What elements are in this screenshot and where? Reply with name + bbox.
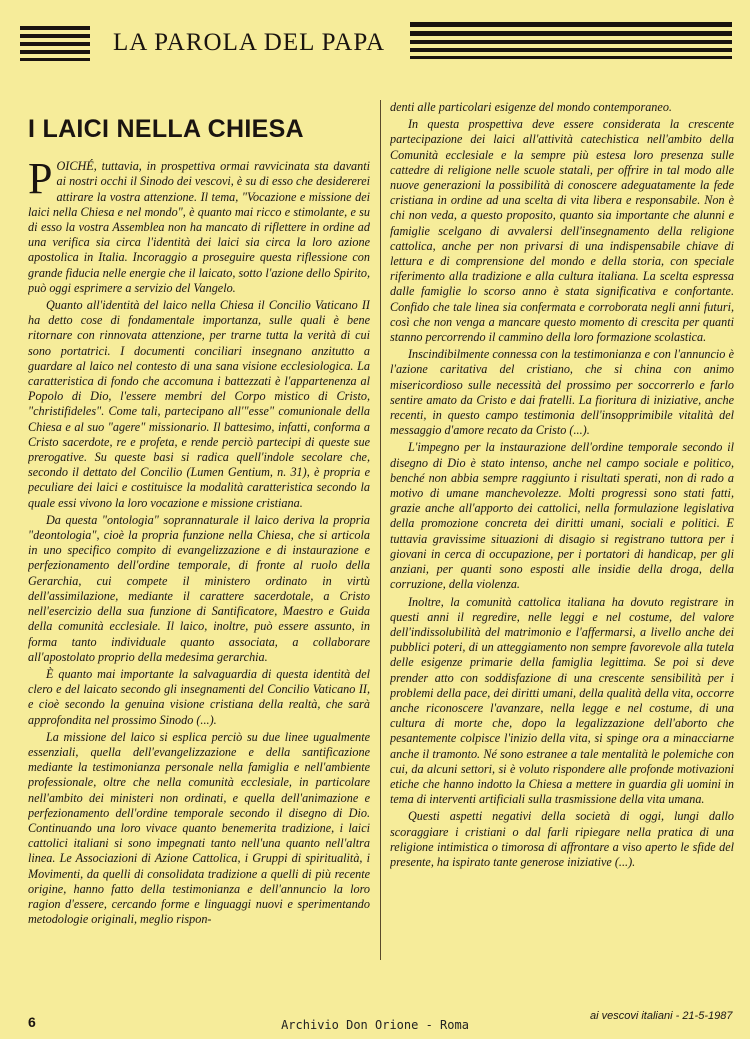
left-column	[28, 108, 370, 989]
article-paragraph: POICHÉ, tuttavia, in prospettiva ormai ravvicinata sta davanti ai nostri occhi il Sinodo dei vescovi, è su di esso che desidererei attirare la vostra attenzione. Il tema, "Vocazione e missione dei laici nella Chiesa e nel mondo", è quanto mai ricco e stimolante, e su di esso la vostra Assemblea non ha mancato di riflettere in ordine ad una verifica sia circa l'identità dei laici sia circa la loro azione apostolica in Italia. Incoraggio a proseguire questa riflessione con grande fiducia nelle energie che il laicato, sotto l'azione dello Spirito, può oggi esprimere a servizio del Vangelo.	[28, 154, 370, 295]
header-stripes-right	[410, 22, 732, 66]
article-paragraph: Da questa "ontologia" soprannaturale il laico deriva la propria "deontologia", cioè la propria funzione nella Chiesa, che si articola in uno specifico compito di evangelizzazione e di instaurazione e perfezionamento dell'ordine temporale, di fronte al ruolo della Gerarchia, cui compete il ministero ordinato in virtù dell'assimilazione, mediante il carattere sacerdotale, a Cristo nell'esercizio della sua funzione di Santificatore, Maestro e Guida della comunità ecclesiale. Il laico, inoltre, può essere assunto, in forma tanto individuale quanto associata, a collaborare all'apostolato proprio della medesima gerarchia.	[28, 512, 370, 664]
article-paragraph: Inoltre, la comunità cattolica italiana ha dovuto registrare in questi anni il regredire, nelle leggi e nel costume, del valore dell'indissolubilità del matrimonio e l'affermarsi, a livello anche dei pubblici poteri, di un atteggiamento non sempre favorevole alla tutela delle esigenze primarie della famiglia legittima. Se poi si deve prender atto con soddisfazione di una crescente sensibilità per i problemi della pace, dei diritti umani, della qualità della vita, occorre anche riconoscere l'avanzare, nella legge e nel costume, di una cultura di morte che, dopo la legalizzazione dell'aborto che pesantemente colpisce l'inizio della vita, si spinge ora a minacciarne anche il tramonto. Né sono estranee a tale mentalità le polemiche con cui, da alcuni settori, si è voluto rispondere alle profonde motivazioni etiche che hanno indotto la Chiesa a mettere in guardia gli uomini in tema di interventi artificiali sulla trasmissione della vita umana.	[390, 594, 734, 807]
article-paragraph: Quanto all'identità del laico nella Chiesa il Concilio Vaticano II ha detto cose di fondamentale importanza, sulle quali è bene ritornare con rinnovata attenzione, per trarne tutta la verità di cui sono portatrici. I documenti conciliari insegnano anzitutto a guardare al laico nel contesto di una sana visione ecclesiologica. La caratteristica di fondo che accomuna i battezzati è l'appartenenza al Popolo di Dio, l'essere membri del Corpo mistico di Cristo, "christifideles". Come tali, partecipano all'"esse" comunionale della Chiesa e al suo "agere" missionario. Il battesimo, infatti, conforma a Cristo sacerdote, re e profeta, e rende perciò partecipi di queste sue prerogative. Su queste basi si radica quell'indole secolare che, secondo il dettato del Concilio (Lumen Gentium, n. 31), è propria e peculiare dei laici e costituisce la modalità caratteristica secondo la quale essi vivono la loro vocazione e missione cristiana.	[28, 298, 370, 510]
article-paragraph: Questi aspetti negativi della società di oggi, lungi dallo scoraggiare i cristiani o dal farli ripiegare nella pratica di una religione intimistica o timorosa di affrontare a viso aperto le sfide del presente, ha ispirato tante generose iniziative (...).	[390, 809, 734, 869]
column-divider	[380, 100, 381, 960]
article-paragraph: In questa prospettiva deve essere considerata la crescente partecipazione dei laici all'attività catechistica nell'ambito della Comunità ecclesiale e la sempre più estesa loro presenza sulle cattedre di religione nelle scuole statali, per offrire in tal modo alle nuove generazioni la possibilità di conoscere adeguatamente la fede cristiana in ordine ad una scelta di vita libera e responsabile. Non è chi non veda, a questo proposito, quanto sia importante che alunni e famiglie scelgano di avvalersi dell'insegnamento della religione cattolica, anche per non privarsi di una indispensabile chiave di lettura e di comprensione del mondo e della storia, con speciale riferimento alla tradizione e alla cultura italiana. La scelta espressa dalle famiglie lo scorso anno è stata significativa e confortante. Confido che tale linea sia confermata e corroborata negli anni futuri, così che non venga a mancare questo momento di crescita per quanti stanno percorrendo il cammino della loro formazione scolastica.	[390, 117, 734, 345]
article-title: I LAICI NELLA CHIESA	[28, 115, 304, 143]
drop-cap: P	[28, 154, 53, 204]
page-number: 6	[28, 1014, 36, 1030]
right-column	[390, 100, 734, 989]
article-paragraph: Inscindibilmente connessa con la testimonianza e con l'annuncio è l'azione caritativa del cristiano, che si china con animo misericordioso sulle necessità del prossimo per soccorrerlo e farlo sentire amato da Cristo e dai fratelli. La fioritura di iniziative, anche recenti, in questo campo testimonia dell'insopprimibile vitalità del messaggio d'amore recato da Cristo (...).	[390, 347, 734, 438]
article-paragraph: L'impegno per la instaurazione dell'ordine temporale secondo il disegno di Dio è stato intenso, anche nel campo sociale e politico, benché non abbia sempre raggiunto i risultati sperati, non di rado a motivo di umane manchevolezze. Molti progressi sono stati fatti, grazie anche all'apporto dei cattolici, nella formulazione legislativa della promozione concreta dei diritti umani, sociali e politici. E tuttavia gravissime situazioni di disagio si registrano tuttora per i giovani in cerca di occupazione, per i portatori di handicap, per gli anziani, per quanti sono esposti alle insidie della droga, della corruzione, della violenza.	[390, 440, 734, 592]
archive-label: Archivio Don Orione - Roma	[281, 1018, 469, 1032]
article-signature: ai vescovi italiani - 21-5-1987	[590, 1010, 733, 1022]
section-header: LA PAROLA DEL PAPA	[112, 29, 386, 56]
article-paragraph: denti alle particolari esigenze del mondo contemporaneo.	[390, 100, 672, 114]
article-paragraph: La missione del laico si esplica perciò su due linee ugualmente essenziali, quella dell'evangelizzazione e della santificazione mediante la testimonianza personale nella famiglia e nell'ambiente professionale, oltre che nella comunità ecclesiale, in particolare nell'ambito dei ministeri non ordinati, e quella dell'animazione e perfezionamento dell'ordine temporale secondo il disegno di Dio. Continuando una loro vivace quanto benemerita tradizione, i laici cattolici italiani si sono impegnati tanto nell'una quanto nell'altra linea. Le Associazioni di Azione Cattolica, i Gruppi di spiritualità, i Movimenti, da quelli di consolidata tradizione a quelli di più recente origine, hanno fatto della testimonianza e dell'annuncio la loro ragion d'essere, cercando forme e linguaggi nuovi e sperimentando metodologie originali, meglio rispon-	[28, 729, 370, 927]
article-paragraph: È quanto mai importante la salvaguardia di questa identità del clero e del laicato secondo gli insegnamenti del Concilio Vaticano II, e cioè secondo la genuina visione cristiana della realtà, che sarà approfondita nel prossimo Sinodo (...).	[28, 666, 370, 727]
header-stripes-left	[20, 22, 90, 66]
